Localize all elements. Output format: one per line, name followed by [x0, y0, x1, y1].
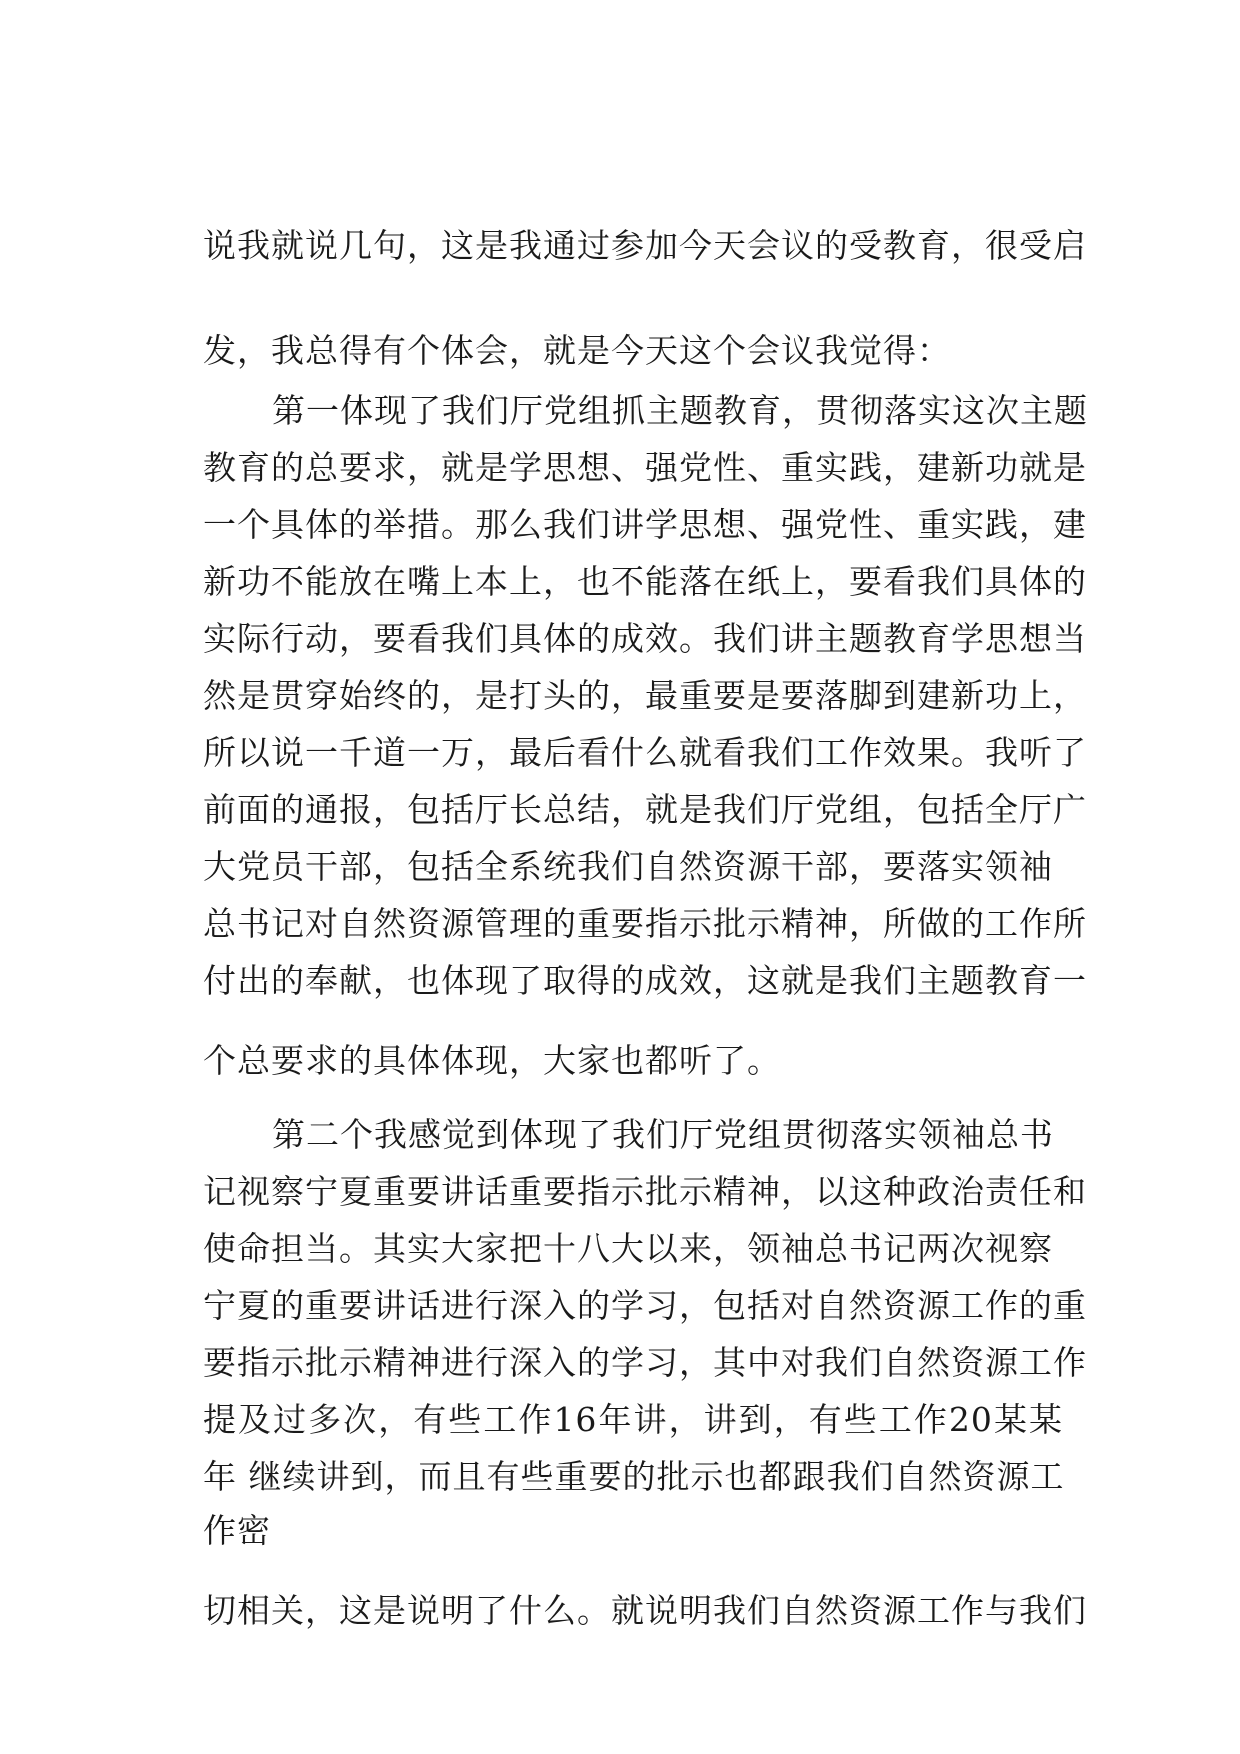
paragraph-1-first-line: 第一体现了我们厅党组抓主题教育，贯彻落实这次主题: [272, 391, 1088, 430]
text-line-9: 所以说一千道一万，最后看什么就看我们工作效果。我听了: [203, 733, 1087, 772]
text-line-12: 总书记对自然资源管理的重要指示批示精神，所做的工作所: [203, 904, 1087, 943]
text-line-23: 切相关，这是说明了什么。就说明我们自然资源工作与我们: [203, 1591, 1087, 1630]
text-line-20: 提及过多次，有些工作16年讲，讲到，有些工作20某某: [203, 1400, 1063, 1439]
text-line-11: 大党员干部，包括全系统我们自然资源干部，要落实领袖: [203, 847, 1053, 886]
text-line-8: 然是贯穿始终的，是打头的，最重要是要落脚到建新功上，: [203, 676, 1087, 715]
paragraph-2-first-line: 第二个我感觉到体现了我们厅党组贯彻落实领袖总书: [272, 1115, 1054, 1154]
text-line-13: 付出的奉献，也体现了取得的成效，这就是我们主题教育一: [203, 961, 1087, 1000]
text-line-1: 说我就说几句，这是我通过参加今天会议的受教育，很受启: [203, 226, 1087, 265]
text-line-22: 作密: [203, 1511, 271, 1550]
text-line-2: 发，我总得有个体会，就是今天这个会议我觉得：: [203, 331, 951, 370]
text-line-4: 教育的总要求，就是学思想、强党性、重实践，建新功就是: [203, 448, 1087, 487]
text-line-18: 宁夏的重要讲话进行深入的学习，包括对自然资源工作的重: [203, 1286, 1087, 1325]
text-line-7: 实际行动，要看我们具体的成效。我们讲主题教育学思想当: [203, 619, 1087, 658]
text-line-21: 年 继续讲到，而且有些重要的批示也都跟我们自然资源工: [203, 1457, 1065, 1496]
text-line-5: 一个具体的举措。那么我们讲学思想、强党性、重实践，建: [203, 505, 1087, 544]
text-line-6: 新功不能放在嘴上本上，也不能落在纸上，要看我们具体的: [203, 562, 1087, 601]
text-line-10: 前面的通报，包括厅长总结，就是我们厅党组，包括全厅广: [203, 790, 1087, 829]
text-line-17: 使命担当。其实大家把十八大以来，领袖总书记两次视察: [203, 1229, 1053, 1268]
text-line-14: 个总要求的具体体现，大家也都听了。: [203, 1041, 781, 1080]
text-line-16: 记视察宁夏重要讲话重要指示批示精神，以这种政治责任和: [203, 1172, 1087, 1211]
text-line-19: 要指示批示精神进行深入的学习，其中对我们自然资源工作: [203, 1343, 1087, 1382]
